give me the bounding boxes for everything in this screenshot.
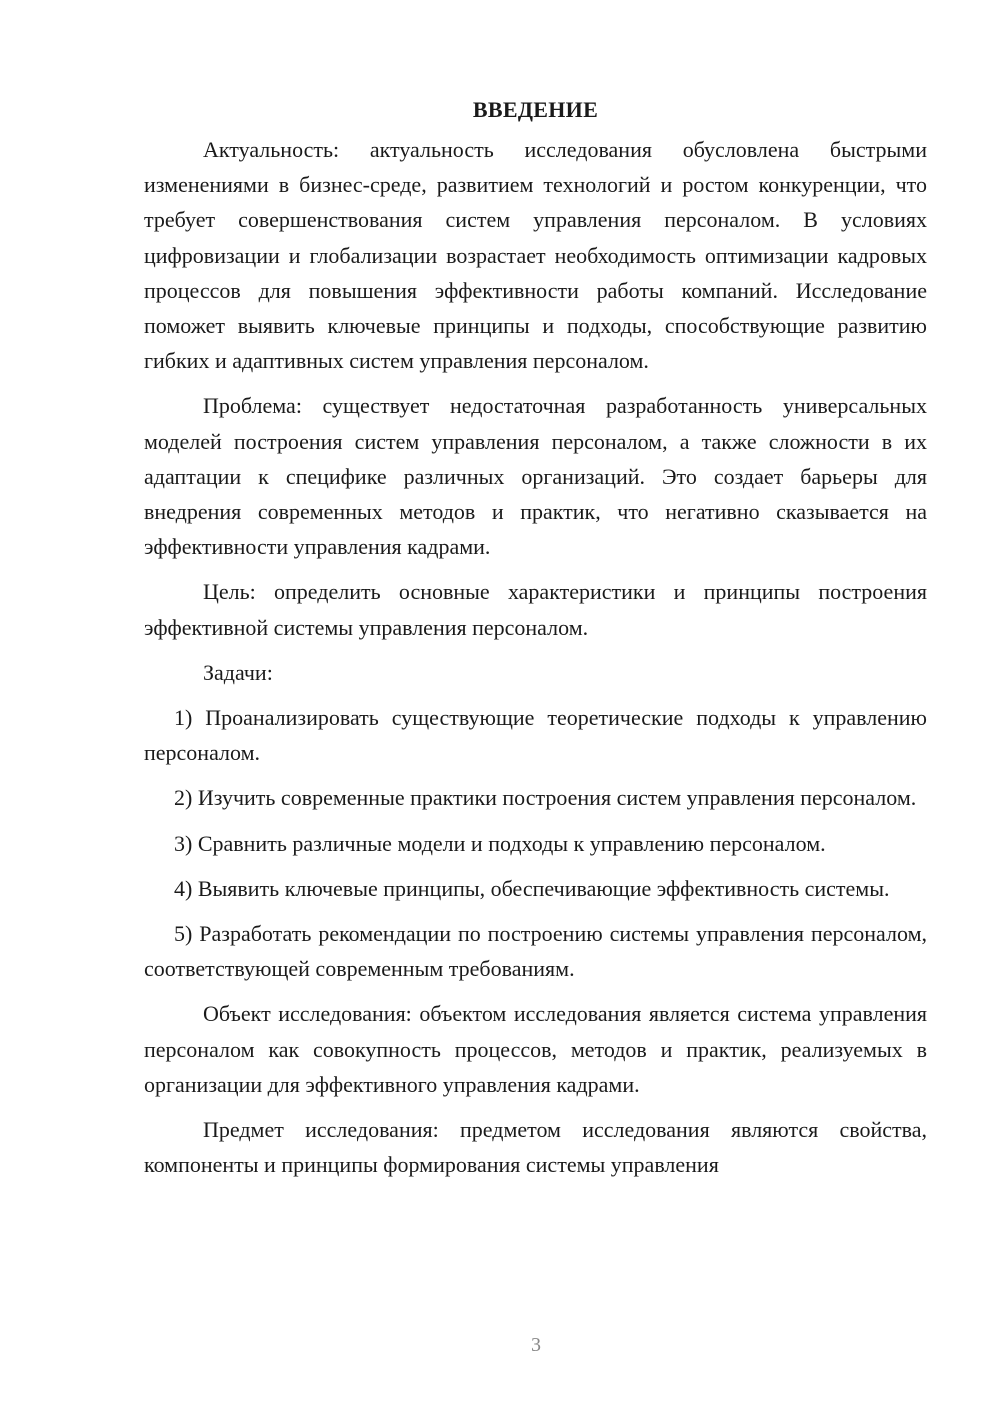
goal-paragraph: Цель: определить основные характеристики и принципы построения эффективной системы управления персоналом. bbox=[144, 579, 927, 640]
subject-paragraph: Предмет исследования: предметом исследования являются свойства, компоненты и принципы формирования системы управления bbox=[144, 1117, 927, 1178]
page-number: 3 bbox=[531, 1334, 541, 1356]
tasks-heading: Задачи: bbox=[203, 659, 273, 685]
object-paragraph: Объект исследования: объектом исследования является система управления персоналом как совокупность процессов, методов и практик, реализуемых в организации для эффективного управления кадрами. bbox=[144, 1001, 927, 1097]
page-content bbox=[144, 92, 927, 1192]
section-title: ВВЕДЕНИЕ bbox=[472, 97, 599, 122]
relevance-paragraph: Актуальность: актуальность исследования обусловлена быстрыми изменениями в бизнес-среде, развитием технологий и ростом конкуренции, что требует совершенствования систем управления персоналом. В условиях цифровизации и глобализации возрастает необходимость оптимизации кадровых процессов для повышения эффективности работы компаний. Исследование поможет выявить ключевые принципы и подходы, способствующие развитию гибких и адаптивных систем управления персоналом. bbox=[144, 137, 927, 374]
task-item: 4) Выявить ключевые принципы, обеспечивающие эффективность системы. bbox=[174, 875, 890, 901]
task-item: 3) Сравнить различные модели и подходы к управлению персоналом. bbox=[174, 830, 826, 856]
task-item: 2) Изучить современные практики построения систем управления персоналом. bbox=[174, 785, 917, 811]
task-item: 5) Разработать рекомендации по построению системы управления персоналом, соответствующей современным требованиям. bbox=[144, 921, 927, 982]
problem-paragraph: Проблема: существует недостаточная разработанность универсальных моделей построения систем управления персоналом, а также сложности в их адаптации к специфике различных организаций. Это создает барьеры для внедрения современных методов и практик, что негативно сказывается на эффективности управления кадрами. bbox=[144, 393, 927, 560]
task-item: 1) Проанализировать существующие теоретические подходы к управлению персоналом. bbox=[144, 705, 927, 766]
